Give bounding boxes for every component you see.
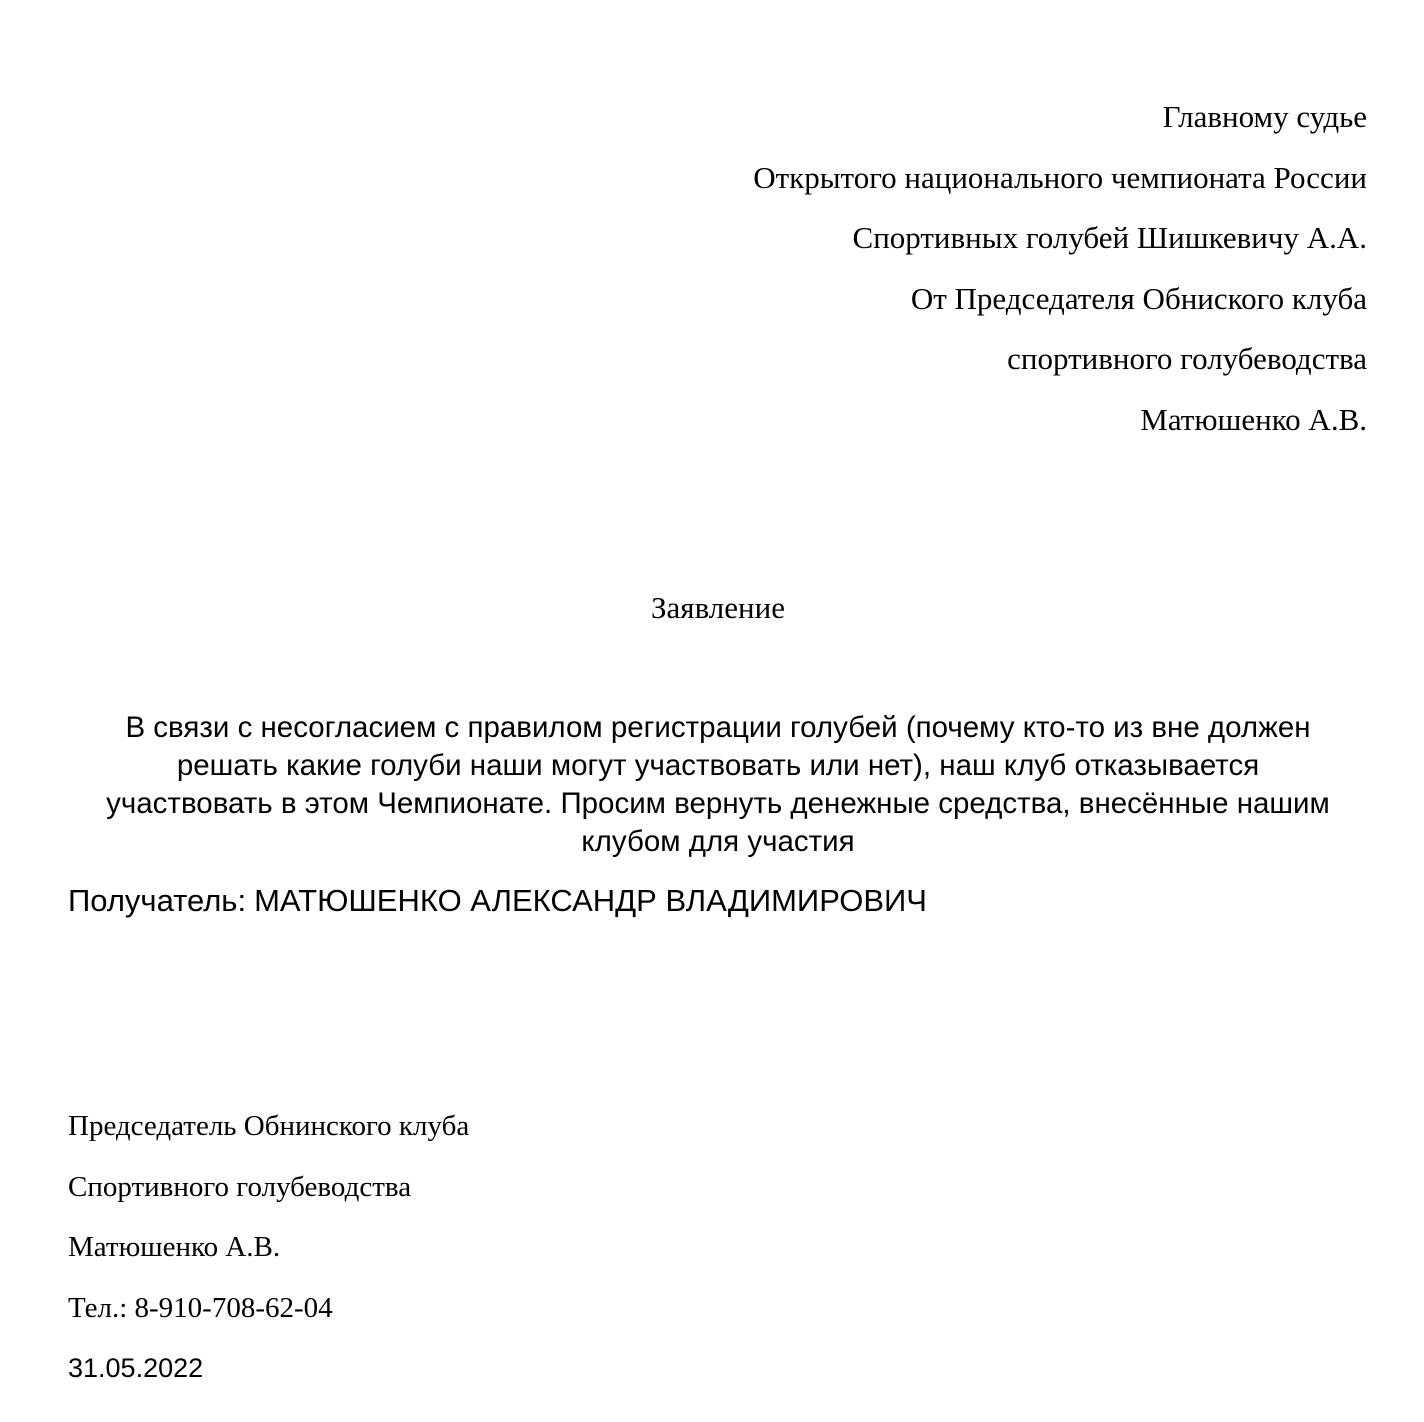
document-title: Заявление xyxy=(651,590,785,625)
addressee-line: Матюшенко А.В. xyxy=(1140,401,1367,437)
recipient-label: Получатель: xyxy=(68,883,247,918)
recipient-line xyxy=(68,881,927,921)
statement-body xyxy=(62,709,1374,861)
signature-name: Матюшенко А.В. xyxy=(68,1231,281,1263)
document-date: 31.05.2022 xyxy=(68,1353,204,1383)
signature-position: Председатель Обнинского клуба xyxy=(68,1110,470,1142)
addressee-line: Спортивных голубей Шишкевичу А.А. xyxy=(852,220,1367,255)
signature-phone: Тел.: 8-910-708-62-04 xyxy=(68,1291,333,1324)
statement-line: В связи с несогласием с правилом регистрации голубей (почему кто-то из вне должен xyxy=(125,711,1311,744)
addressee-line: Открытого национального чемпионата России xyxy=(753,159,1367,195)
statement-line: клубом для участия xyxy=(581,825,855,858)
statement-line: участвовать в этом Чемпионате. Просим вернуть денежные средства, внесённые нашим xyxy=(106,787,1330,820)
signature-block xyxy=(68,1106,469,1348)
addressee-block xyxy=(753,97,1367,460)
addressee-line: От Председателя Обниского клуба xyxy=(910,280,1367,316)
statement-line: решать какие голуби наши могут участвовать или нет), наш клуб отказывается xyxy=(176,749,1260,782)
addressee-line: Главному судье xyxy=(1162,99,1367,134)
recipient-name: МАТЮШЕНКО АЛЕКСАНДР ВЛАДИМИРОВИЧ xyxy=(254,883,927,918)
signature-position: Спортивного голубеводства xyxy=(68,1170,412,1203)
addressee-line: спортивного голубеводства xyxy=(1007,341,1367,376)
